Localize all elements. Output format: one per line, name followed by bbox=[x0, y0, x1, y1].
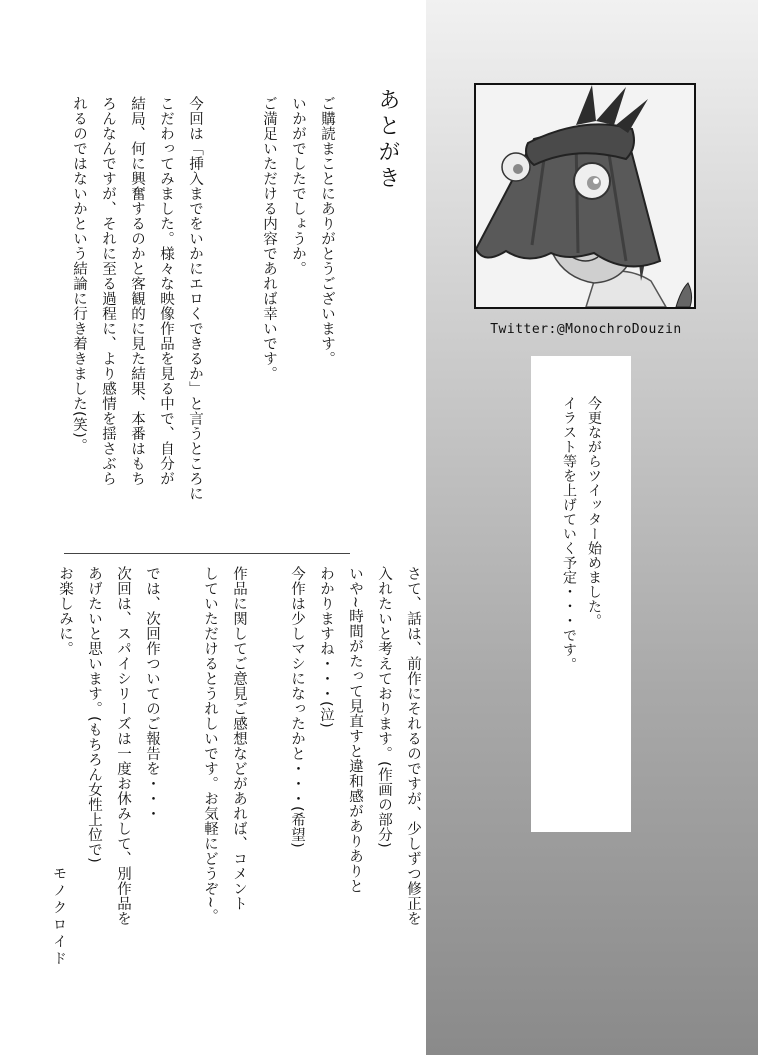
followup-paragraph: さて、話は、前作にそれるのですが、少しずつ修正を 入れたいと考えております。(作画の部分) いや~時間がたって見直すと違和感がありありと わかりますね・・・(泣) 今作は少しマシになったかと・・・(希望) 作品に関してご意見ご感想などがあれば、コメント していただけるとうれしいです。お気軽にどうぞ~。 では、次回作ついてのご報告を・・・ 次回は、スパイシリーズは一度お休みして、別作品を あげたいと思います。(もちろん女性上位で) お楽しみに。 bbox=[57, 566, 421, 926]
main-paragraph: 今回は「挿入までをいかにエロくできるか」と言うところに こだわってみました。様々な映像作品を見る中で、自分が 結局、何に興奮するのかと客観的に見た結果、本番はもち ろんなんですが、それに至る過程に、より感情を揺さぶら れるのではないかという結論に行き着きました(笑)。 bbox=[71, 96, 203, 501]
character-portrait-icon bbox=[474, 83, 696, 309]
section-divider bbox=[64, 553, 350, 554]
greeting-paragraph: ご購読まことにありがとうございます。 いかがでしたでしょうか。 ご満足いただける内容であれば幸いです。 bbox=[261, 96, 335, 381]
author-signature: モノクロイド bbox=[51, 866, 67, 968]
afterword-title: あとがき bbox=[375, 88, 400, 192]
announcement-text: 今更ながらツイッター始めました。 イラスト等を上げていく予定・・・です。 bbox=[561, 396, 602, 672]
twitter-handle: Twitter:@MonochroDouzin bbox=[490, 322, 682, 337]
